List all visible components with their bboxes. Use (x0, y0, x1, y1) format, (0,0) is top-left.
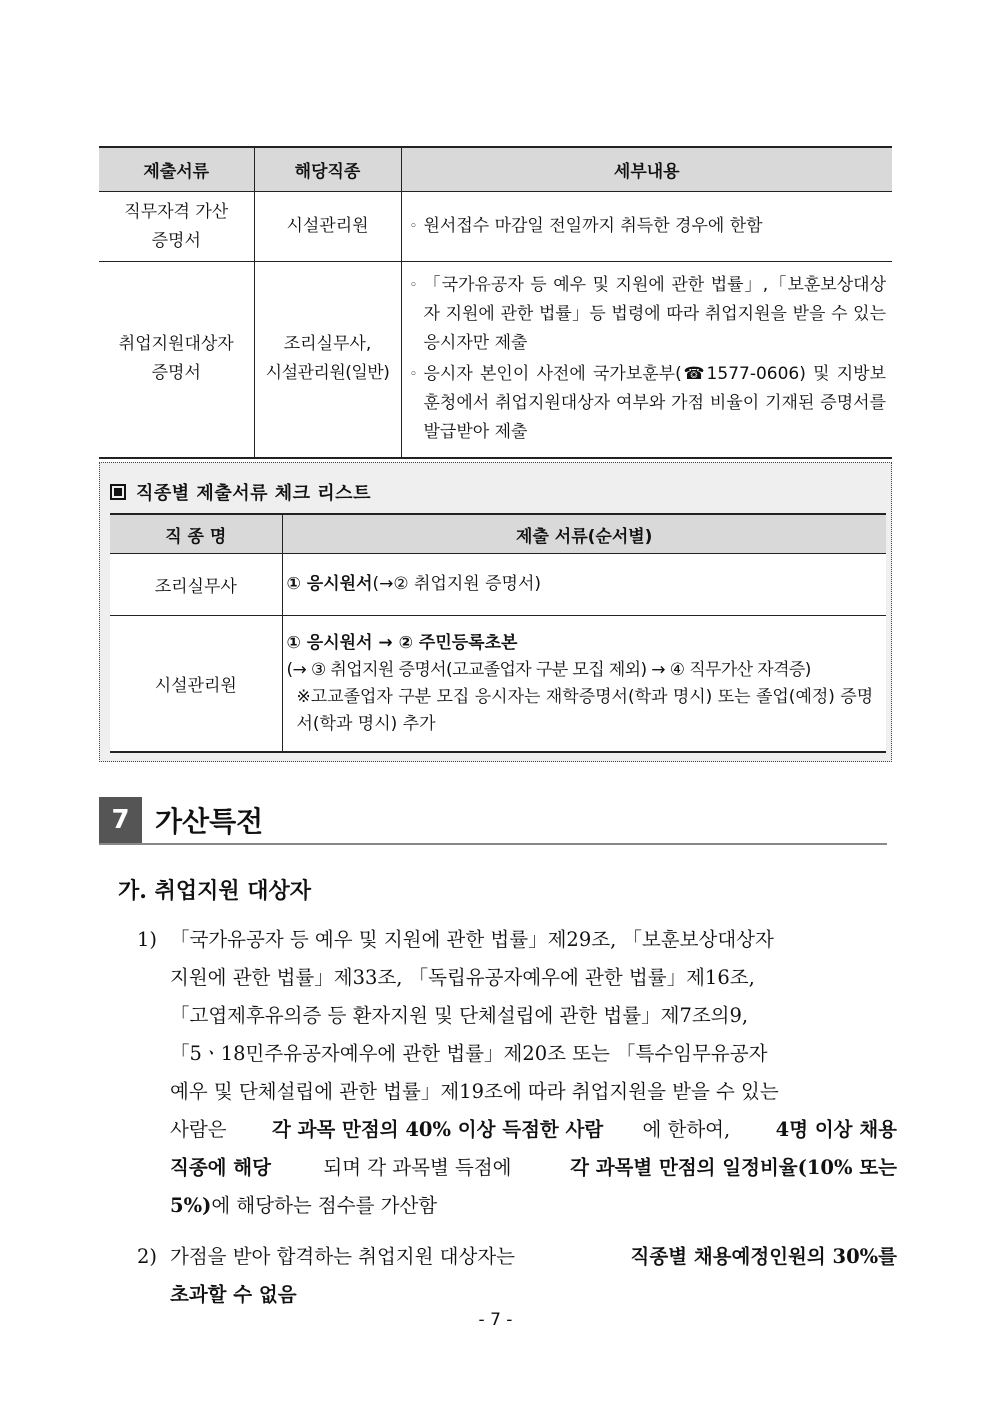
header-documents: 제출 서류(순서별) (282, 514, 886, 554)
text-line: 지원에 관한 법률」제33조, 「독립유공자예우에 관한 법률」제16조, (170, 966, 755, 989)
text-line: 「고엽제후유의증 등 환자지원 및 단체설립에 관한 법률」제7조의9, (170, 1004, 749, 1027)
cell-document: 직무자격 가산 증명서 (99, 192, 254, 262)
table-row (110, 554, 886, 616)
documents-table (99, 146, 892, 459)
paragraph-number: 1) (137, 928, 158, 951)
cell-documents: ① 응시원서 → ② 주민등록초본 (→ ③ 취업지원 증명서(고교졸업자 구분 모집 제외) → ④ 직무가산 자격증) ※고교졸업자 구분 모집 응시자는 재학증명서(학과 명시) 또는 졸업(예정) 증명서(학과 명시) 추가 (282, 616, 886, 753)
section-title: 가산특전 (155, 805, 264, 838)
text-line: 가점을 받아 합격하는 취업지원 대상자는 직종별 채용예정인원의 30%를 (170, 1245, 897, 1268)
text-line: 직종에 해당 되며 각 과목별 득점에 각 과목별 만점의 일정비율(10% 또는 (170, 1156, 897, 1179)
checklist-box (99, 462, 892, 762)
table-row (99, 192, 892, 262)
text-line: 초과할 수 없음 (170, 1283, 297, 1306)
table-row (110, 616, 886, 753)
text-line: 「5ㆍ18민주유공자예우에 관한 법률」제20조 또는 「특수임무유공자 (170, 1042, 768, 1065)
section-divider (99, 843, 887, 845)
cell-job: 조리실무사, 시설관리원(일반) (254, 262, 401, 458)
cell-detail: ◦ 「국가유공자 등 예우 및 지원에 관한 법률」,「보훈보상대상자 지원에 관한 법률」등 법령에 따라 취업지원을 받을 수 있는 응시자만 제출 ◦ 응시자 본인이 사전에 국가보훈부(☎1577-0606) 및 지방보훈청에서 취업지원대상자 여부와 가점 비율이 기재된 증명서를 발급받아 제출 (401, 262, 892, 458)
section-number: 7 (99, 797, 142, 843)
cell-job: 시설관리원 (110, 616, 282, 753)
header-document: 제출서류 (99, 147, 254, 192)
text-line: 「국가유공자 등 예우 및 지원에 관한 법률」제29조, 「보훈보상대상자 (170, 928, 774, 951)
table-header-row (99, 147, 892, 192)
cell-detail: ◦ 원서접수 마감일 전일까지 취득한 경우에 한함 (401, 192, 892, 262)
bullet-mark: ◦ (409, 367, 418, 383)
square-bullet-icon (110, 484, 126, 500)
paragraph-1 (137, 921, 897, 1225)
bullet-mark: ◦ (409, 278, 418, 294)
page-number: - 7 - (478, 1310, 513, 1330)
header-job-name: 직 종 명 (110, 514, 282, 554)
paragraph-number: 2) (137, 1245, 158, 1268)
checklist-title: 직종별 제출서류 체크 리스트 (110, 479, 371, 505)
checklist-table (110, 513, 886, 753)
checklist-header-row (110, 514, 886, 554)
cell-documents: ① 응시원서(→② 취업지원 증명서) (282, 554, 886, 616)
header-detail: 세부내용 (401, 147, 892, 192)
subheading: 가. 취업지원 대상자 (118, 878, 311, 904)
bullet-mark: ◦ (409, 219, 418, 234)
cell-job: 조리실무사 (110, 554, 282, 616)
text-line: 예우 및 단체설립에 관한 법률」제19조에 따라 취업지원을 받을 수 있는 (170, 1080, 779, 1103)
text-line: 사람은 각 과목 만점의 40% 이상 득점한 사람 에 한하여, 4명 이상 채용 (170, 1118, 897, 1141)
table-row (99, 262, 892, 458)
cell-document: 취업지원대상자 증명서 (99, 262, 254, 458)
header-job: 해당직종 (254, 147, 401, 192)
text-line: 5%) 에 해당하는 점수를 가산함 (170, 1194, 438, 1217)
cell-job: 시설관리원 (254, 192, 401, 262)
paragraph-2 (137, 1238, 897, 1314)
